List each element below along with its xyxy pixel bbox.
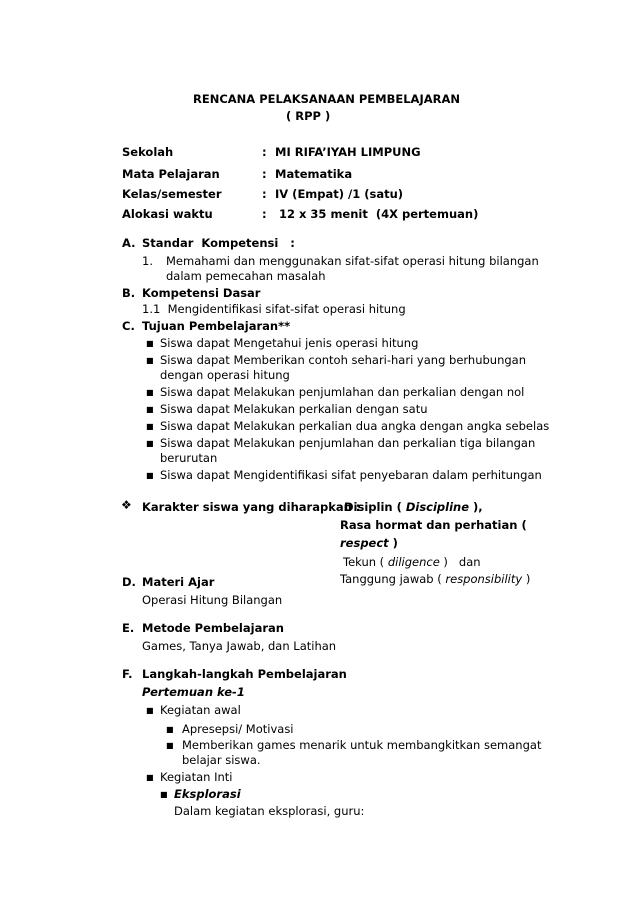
square-bullet-icon: ■	[146, 773, 154, 782]
square-bullet-icon: ■	[146, 471, 154, 480]
section-letter: E.	[122, 621, 135, 635]
section-heading: Standar Kompetensi :	[142, 236, 295, 250]
identity-value: Matematika	[275, 167, 353, 181]
list-item-text: Siswa dapat Mengetahui jenis operasi hitung	[160, 336, 419, 350]
section-text: Operasi Hitung Bilangan	[142, 593, 283, 607]
section-text: Games, Tanya Jawab, dan Latihan	[142, 639, 337, 653]
activity-label: Kegiatan awal	[160, 703, 241, 717]
section-heading: Langkah-langkah Pembelajaran	[142, 667, 347, 681]
square-bullet-icon: ■	[166, 741, 174, 750]
identity-value: IV (Empat) /1 (satu)	[275, 187, 404, 201]
character-label: Karakter siswa yang diharapkan :	[142, 500, 361, 514]
square-bullet-icon: ■	[146, 422, 154, 431]
character-value: Rasa hormat dan perhatian (	[340, 518, 527, 532]
square-bullet-icon: ■	[146, 405, 154, 414]
identity-label: Kelas/semester	[122, 187, 222, 201]
activity-sublabel: Eksplorasi	[174, 787, 241, 801]
section-letter: B.	[122, 286, 136, 300]
square-bullet-icon: ■	[166, 725, 174, 734]
identity-label: Mata Pelajaran	[122, 167, 220, 181]
list-item-text: Memberikan games menarik untuk membangkitkan semangat	[182, 738, 542, 752]
section-letter: C.	[122, 319, 135, 333]
list-item-text: belajar siswa.	[182, 753, 261, 767]
identity-separator: :	[262, 187, 267, 201]
identity-separator: :	[262, 145, 267, 159]
section-letter: D.	[122, 575, 136, 589]
list-item-text: Siswa dapat Memberikan contoh sehari-hari yang berhubungan	[160, 353, 527, 367]
diamond-bullet-icon: ❖	[121, 498, 132, 512]
section-heading: Tujuan Pembelajaran**	[142, 319, 291, 333]
document-title: RENCANA PELAKSANAAN PEMBELAJARAN	[193, 92, 460, 106]
list-item-text: berurutan	[160, 451, 218, 465]
section-letter: A.	[122, 236, 136, 250]
square-bullet-icon: ■	[146, 388, 154, 397]
character-value: respect )	[340, 536, 398, 550]
square-bullet-icon: ■	[160, 790, 168, 799]
activity-label: Kegiatan Inti	[160, 770, 233, 784]
list-item-text: Memahami dan menggunakan sifat-sifat operasi hitung bilangan	[166, 254, 539, 268]
identity-separator: :	[262, 167, 267, 181]
section-heading: Kompetensi Dasar	[142, 286, 261, 300]
identity-label: Alokasi waktu	[122, 207, 213, 221]
list-item-text: Apresepsi/ Motivasi	[182, 722, 294, 736]
list-number: 1.	[142, 254, 153, 268]
square-bullet-icon: ■	[146, 439, 154, 448]
meeting-label: Pertemuan ke-1	[142, 685, 245, 699]
list-item-text: Siswa dapat Mengidentifikasi sifat penyebaran dalam perhitungan	[160, 468, 542, 482]
list-item-text: 1.1 Mengidentifikasi sifat-sifat operasi hitung	[142, 302, 406, 316]
section-letter: F.	[122, 667, 133, 681]
section-heading: Metode Pembelajaran	[142, 621, 284, 635]
list-item-text: dengan operasi hitung	[160, 368, 290, 382]
section-text: Dalam kegiatan eksplorasi, guru:	[174, 804, 365, 818]
document-subtitle: ( RPP )	[286, 109, 331, 123]
square-bullet-icon: ■	[146, 706, 154, 715]
square-bullet-icon: ■	[146, 356, 154, 365]
identity-label: Sekolah	[122, 145, 174, 159]
character-value: Tekun ( diligence ) dan	[343, 555, 481, 569]
identity-separator: :	[262, 207, 267, 221]
list-item-text: Siswa dapat Melakukan penjumlahan dan perkalian tiga bilangan	[160, 436, 536, 450]
character-value: Tanggung jawab ( responsibility )	[340, 572, 531, 586]
character-value: Disiplin ( Discipline ),	[344, 500, 483, 514]
identity-value: MI RIFA’IYAH LIMPUNG	[275, 145, 421, 159]
list-item-text: dalam pemecahan masalah	[166, 269, 326, 283]
list-item-text: Siswa dapat Melakukan perkalian dua angka dengan angka sebelas	[160, 419, 550, 433]
section-heading: Materi Ajar	[142, 575, 215, 589]
identity-value: 12 x 35 menit (4X pertemuan)	[275, 207, 479, 221]
square-bullet-icon: ■	[146, 339, 154, 348]
list-item-text: Siswa dapat Melakukan penjumlahan dan perkalian dengan nol	[160, 385, 525, 399]
list-item-text: Siswa dapat Melakukan perkalian dengan satu	[160, 402, 428, 416]
